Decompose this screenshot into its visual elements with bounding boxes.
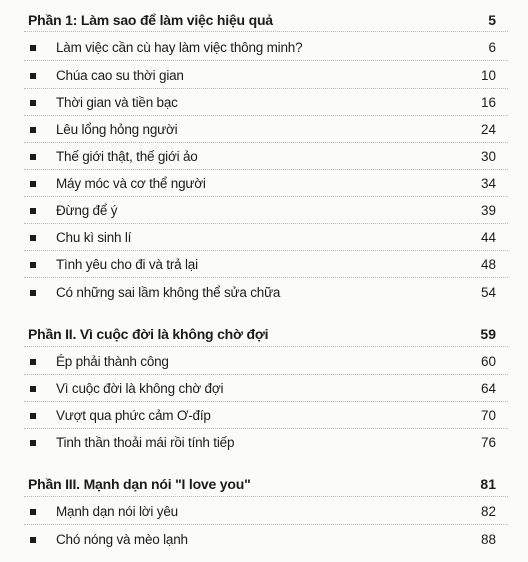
bullet-icon xyxy=(30,413,36,419)
entry-title: Vì cuộc đời là không chờ đợi xyxy=(56,381,224,396)
toc-entry xyxy=(0,145,528,169)
toc-entry xyxy=(0,172,528,196)
bullet-icon xyxy=(30,386,36,392)
bullet-icon xyxy=(30,440,36,446)
entry-page-number: 60 xyxy=(480,354,496,369)
bullet-icon xyxy=(30,235,36,241)
entry-page-number: 48 xyxy=(480,257,496,272)
divider xyxy=(24,169,508,170)
entry-page-number: 30 xyxy=(480,149,496,164)
divider xyxy=(24,60,508,61)
divider xyxy=(24,277,508,278)
divider xyxy=(24,142,508,143)
entry-page-number: 54 xyxy=(480,285,496,300)
entry-title: Tinh thần thoải mái rồi tính tiếp xyxy=(56,435,235,450)
bullet-icon xyxy=(30,127,36,133)
entry-page-number: 70 xyxy=(480,408,496,423)
divider xyxy=(24,223,508,224)
entry-page-number: 16 xyxy=(480,95,496,110)
bullet-icon xyxy=(30,154,36,160)
section-title: Phần 1: Làm sao để làm việc hiệu quả xyxy=(28,12,273,28)
entry-title: Làm việc cần cù hay làm việc thông minh? xyxy=(56,40,303,55)
bullet-icon xyxy=(30,290,36,296)
bullet-icon xyxy=(30,100,36,106)
entry-title: Mạnh dạn nói lời yêu xyxy=(56,504,178,519)
entry-title: Chó nóng và mèo lạnh xyxy=(56,532,188,547)
section-heading xyxy=(0,322,528,346)
toc-entry xyxy=(0,226,528,250)
section-heading xyxy=(0,8,528,32)
toc-entry xyxy=(0,281,528,305)
entry-page-number: 34 xyxy=(480,176,496,191)
bullet-icon xyxy=(30,181,36,187)
entry-title: Ép phải thành công xyxy=(56,354,169,369)
toc-entry xyxy=(0,500,528,524)
divider xyxy=(24,196,508,197)
section-heading xyxy=(0,472,528,496)
toc-entry xyxy=(0,404,528,428)
divider xyxy=(24,346,508,347)
toc-entry xyxy=(0,199,528,223)
toc-entry xyxy=(0,431,528,455)
section-page-number: 59 xyxy=(480,326,496,342)
toc-entry xyxy=(0,377,528,401)
toc-entry xyxy=(0,253,528,277)
bullet-icon xyxy=(30,45,36,51)
divider xyxy=(24,31,508,32)
toc-entry xyxy=(0,36,528,60)
entry-page-number: 64 xyxy=(480,381,496,396)
section-title: Phần II. Vì cuộc đời là không chờ đợi xyxy=(28,326,269,342)
bullet-icon xyxy=(30,537,36,543)
toc-entry xyxy=(0,350,528,374)
divider xyxy=(24,88,508,89)
section-title: Phần III. Mạnh dạn nói "I love you" xyxy=(28,476,251,492)
entry-page-number: 10 xyxy=(480,68,496,83)
entry-title: Đừng để ý xyxy=(56,203,118,218)
entry-title: Chúa cao su thời gian xyxy=(56,68,184,83)
entry-page-number: 6 xyxy=(488,40,496,55)
entry-title: Có những sai lầm không thể sửa chữa xyxy=(56,285,281,300)
section-page-number: 5 xyxy=(488,12,496,28)
toc-entry xyxy=(0,91,528,115)
entry-title: Lêu lổng hỏng người xyxy=(56,122,178,137)
divider xyxy=(24,401,508,402)
bullet-icon xyxy=(30,359,36,365)
entry-title: Tình yêu cho đi và trả lại xyxy=(56,257,198,272)
entry-title: Chu kì sinh lí xyxy=(56,230,132,245)
entry-page-number: 44 xyxy=(480,230,496,245)
divider xyxy=(24,428,508,429)
divider xyxy=(24,374,508,375)
divider xyxy=(24,524,508,525)
divider xyxy=(24,250,508,251)
toc-entry xyxy=(0,528,528,552)
toc-entry xyxy=(0,64,528,88)
bullet-icon xyxy=(30,208,36,214)
bullet-icon xyxy=(30,73,36,79)
entry-title: Thế giới thật, thế giới ảo xyxy=(56,149,198,164)
entry-title: Máy móc và cơ thể người xyxy=(56,176,206,191)
bullet-icon xyxy=(30,509,36,515)
entry-page-number: 24 xyxy=(480,122,496,137)
entry-page-number: 76 xyxy=(480,435,496,450)
entry-page-number: 88 xyxy=(480,532,496,547)
divider xyxy=(24,496,508,497)
toc-entry xyxy=(0,118,528,142)
bullet-icon xyxy=(30,262,36,268)
entry-title: Vượt qua phức cảm Ơ-đíp xyxy=(56,408,211,423)
entry-page-number: 82 xyxy=(480,504,496,519)
divider xyxy=(24,115,508,116)
entry-title: Thời gian và tiền bạc xyxy=(56,95,178,110)
section-page-number: 81 xyxy=(480,476,496,492)
entry-page-number: 39 xyxy=(480,203,496,218)
